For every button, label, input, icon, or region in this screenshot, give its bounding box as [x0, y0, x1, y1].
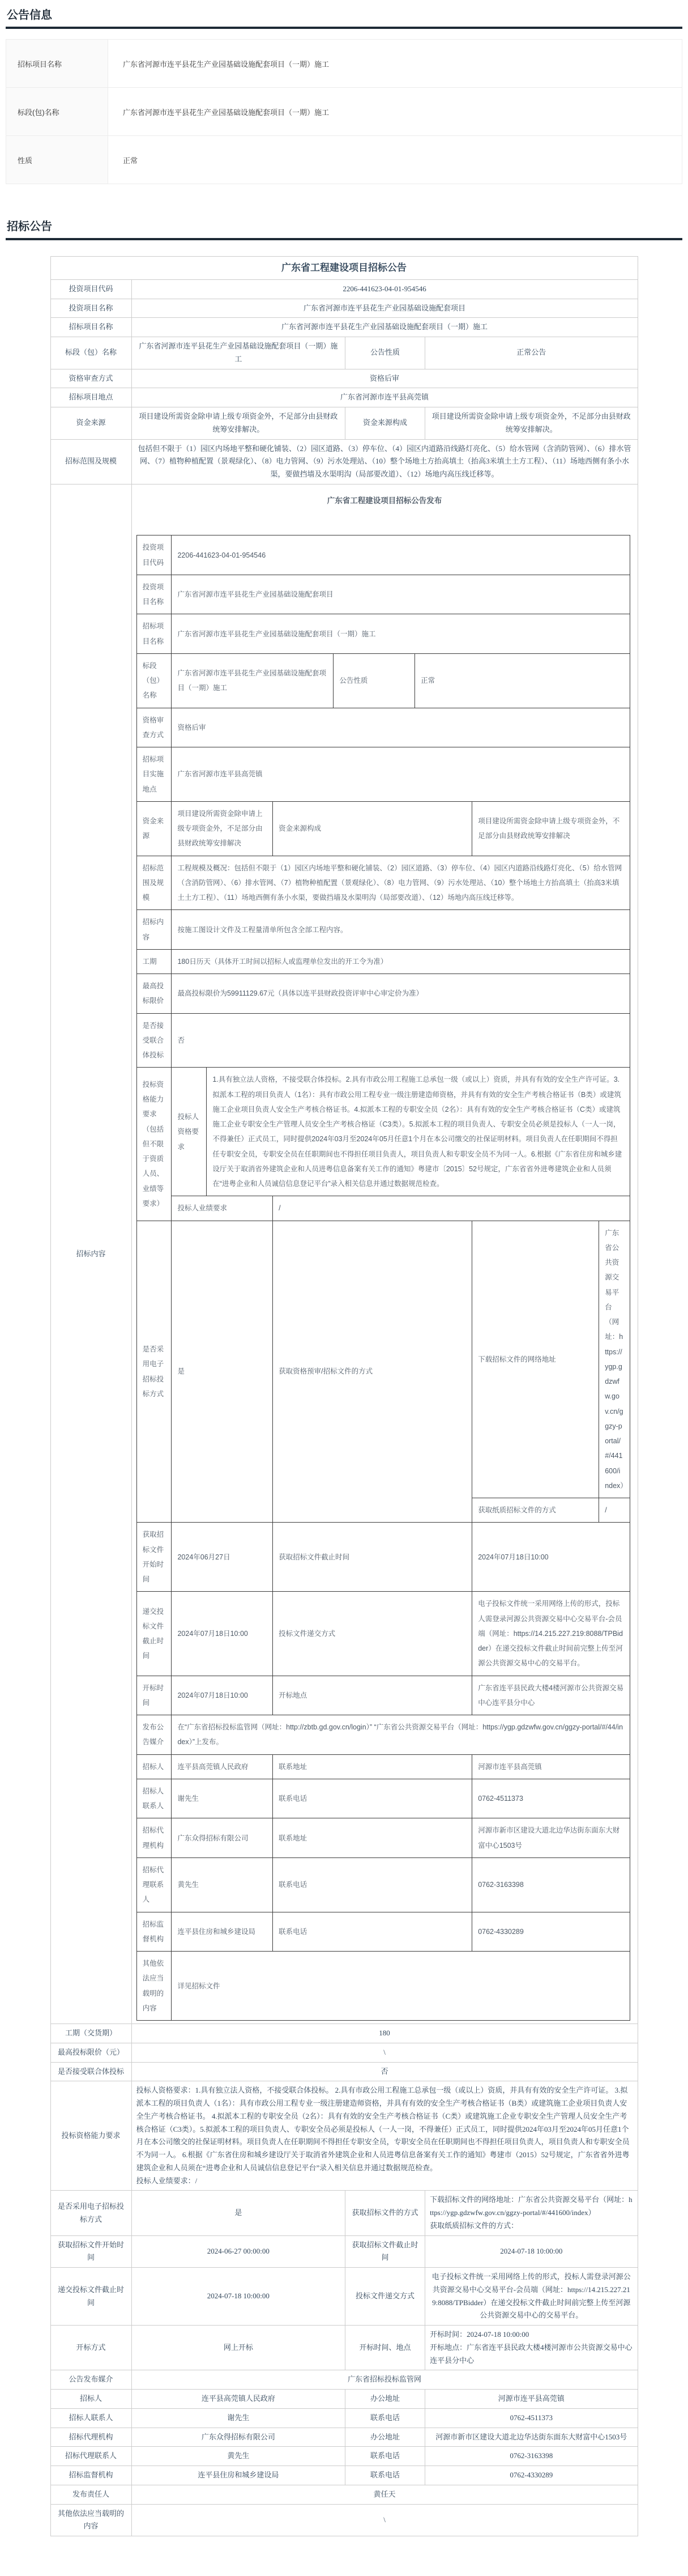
row-value: 2024年07月18日10:00: [172, 1592, 273, 1676]
row-value: 180日历天（具体开工时间以招标人或监理单位发出的开工令为准）: [172, 949, 630, 974]
row-value: /: [599, 1498, 630, 1523]
row-value: 2206-441623-04-01-954546: [172, 535, 630, 575]
row-label: 获取招标文件截止时间: [273, 1523, 472, 1592]
row-value: 电子投标文件统一采用网络上传的形式，投标人需登录河源公共资源交易中心交易平台-会员端（网址：https://14.215.227.219:8088/TPBidder）在递交投标文件截止时间前完整上传至河源公共资源交易中心的交易平台。: [425, 2268, 638, 2326]
row-value: 按施工图设计文件及工程量清单所包含全部工程内容。: [172, 910, 630, 950]
inner-row: [136, 949, 631, 974]
row-value-qualification-req: [131, 2081, 638, 2191]
table-row: [50, 2081, 638, 2191]
row-label: 递交投标文件截止时间: [136, 1592, 172, 1676]
row-value: 广东省河源市连平县花生产业园基础设施配套项目（一期）施工: [131, 337, 345, 369]
inner-row: [136, 1912, 631, 1952]
row-label: 招标项目地点: [50, 388, 131, 407]
row-label: 工期: [136, 949, 172, 974]
tender-notice-table: [50, 256, 638, 2536]
table-row: [50, 2191, 638, 2235]
row-value: 连平县住房和城乡建设局: [131, 2466, 345, 2485]
row-label: 招标监督机构: [50, 2466, 131, 2485]
row-value: 谢先生: [172, 1779, 273, 1818]
row-label: 投标资格能力要求: [50, 2081, 131, 2191]
row-label: 招标代理联系人: [50, 2447, 131, 2466]
info-value-section-name: 广东省河源市连平县花生产业园基础设施配套项目（一期）施工: [108, 88, 682, 136]
row-label: 联系电话: [345, 2447, 425, 2466]
table-row: [50, 2268, 638, 2326]
row-label: 投资项目名称: [50, 299, 131, 318]
table-row: [50, 2235, 638, 2268]
info-value-project-name: 广东省河源市连平县花生产业园基础设施配套项目（一期）施工: [108, 40, 682, 88]
table-row: [50, 2504, 638, 2536]
row-label: 联系电话: [273, 1857, 472, 1912]
table-row: [6, 136, 682, 184]
row-label: 资金来源构成: [273, 801, 472, 856]
row-sublabel: 下载招标文件的网络地址: [472, 1221, 599, 1498]
paper-doc-text: 获取纸质招标文件的方式：: [430, 2221, 519, 2230]
row-value: 河源市连平县高莞镇: [472, 1754, 630, 1779]
row-label: 投标资格能力要求（包括但不限于资质人员、业绩等要求）: [136, 1068, 172, 1221]
row-label: 招标代理机构: [50, 2428, 131, 2447]
table-row: [6, 88, 682, 136]
row-label: 招标项目实施地点: [136, 747, 172, 802]
inner-row: [136, 1676, 631, 1716]
inner-row: [136, 614, 631, 654]
row-label: 是否接受联合体投标: [50, 2062, 131, 2081]
info-value-nature: 正常: [108, 136, 682, 184]
inner-row: [136, 1591, 631, 1676]
row-value: 在“广东省招标投标监管网（网址：http://zbtb.gd.gov.cn/login）” “广东省公共资源交易平台（网址：https://ygp.gdzwfw.gov.cn/ggzy-portal/#/44/index）”上发布。: [172, 1715, 630, 1755]
row-label: 开标方式: [50, 2326, 131, 2370]
row-label: 获取招标文件开始时间: [50, 2235, 131, 2268]
row-label: 资金来源: [50, 407, 131, 440]
row-value: 连平县高莞镇人民政府: [172, 1754, 273, 1779]
row-value: 资格后审: [172, 708, 630, 747]
row-value: 河源市新市区建设大道北边华达街东面东大财富中心1503号: [472, 1818, 630, 1858]
row-value: 正常公告: [425, 337, 638, 369]
inner-row: [136, 801, 631, 856]
inner-notice-heading: 广东省工程建设项目招标公告发布: [327, 496, 442, 505]
row-label: 招标监督机构: [136, 1912, 172, 1952]
opening-place-text: 开标地点：广东省连平县民政大楼4楼河源市公共资源交易中心连平县分中心: [430, 2343, 633, 2365]
row-value: 180: [131, 2024, 638, 2043]
row-label: 资格审查方式: [50, 369, 131, 388]
row-label: 办公地址: [345, 2428, 425, 2447]
row-label: 办公地址: [345, 2390, 425, 2409]
row-label: 开标时间: [136, 1676, 172, 1715]
table-row: [50, 2408, 638, 2428]
tender-content-cell: [131, 484, 638, 2024]
row-value: 0762-4511373: [425, 2408, 638, 2428]
row-value-doc-obtain: [425, 2191, 638, 2235]
table-row: [50, 2428, 638, 2447]
row-value: 河源市连平县高莞镇: [425, 2390, 638, 2409]
row-label: 是否接受联合体投标: [136, 1013, 172, 1068]
row-value: 广东省招标投标监管网: [131, 2370, 638, 2390]
row-label: 招标人: [50, 2390, 131, 2409]
row-value: 黄任天: [131, 2485, 638, 2504]
inner-row: [136, 974, 631, 1014]
table-row: [6, 40, 682, 88]
row-value: 2024年07月18日10:00: [172, 1676, 273, 1715]
row-label: 发布公告媒介: [136, 1715, 172, 1755]
inner-row: [136, 1715, 631, 1755]
row-sublabel: 投标人业绩要求: [172, 1196, 273, 1221]
row-sublabel: 投标人资格要求: [172, 1068, 207, 1196]
row-label: 获取招标文件开始时间: [136, 1523, 172, 1592]
row-label: 投标文件递交方式: [273, 1592, 472, 1676]
row-value: 包括但不限于（1）园区内场地平整和硬化铺装、（2）园区道路、（3）停车位、（4）园区内道路沿线路灯亮化、（5）给水管网（含消防管网）、（6）排水管网、（7）植物种植配置（景观绿化）、（8）电力管网、（9）污水处理站、（10）整个场地土方抬高填土（抬高3米填土土方工程）、（11）场地西侧有条小水渠，要做挡墙及水渠明沟（局部要改道）、（12）场地内高压线迁移等。: [131, 439, 638, 484]
row-value: 广东省河源市连平县花生产业园基础设施配套项目: [131, 299, 638, 318]
row-label: 资金来源构成: [345, 407, 425, 440]
row-value: 广东众得招标有限公司: [172, 1818, 273, 1858]
row-label: 招标项目名称: [50, 318, 131, 337]
row-label: 标段（包）名称: [50, 337, 131, 369]
row-value: 广东省河源市连平县花生产业园基础设施配套项目（一期）施工: [172, 653, 334, 708]
row-value: 1.具有独立法人资格，不接受联合体投标。2.具有市政公用工程施工总承包一级（或以上）资质，并具有有效的安全生产许可证。3.拟派本工程的项目负责人（1名）：具有市政公用工程专业一级注册建造师资格，并具有有效的安全生产考核合格证书（B类）或建筑施工企业项目负责人安全生产考核合格证书。4.拟派本工程的专职安全员（2名）：具有有效的安全生产考核合格证书（C类）或建筑施工企业专职安全生产管理人员安全生产考核合格证（C3类）。5.拟派本工程的项目负责人、专职安全员必须是投标人（一人一岗，不得兼任）正式员工，同时提供2024年03月至2024年05月任意1个月在本公司缴交的社保证明材料。项目负责人在任职期间不得担任专职安全员，专职安全员在任职期间也不得担任项目负责人，项目负责人和专职安全员不为同一人。6.根据《广东省住房和城乡建设厅关于取消省外建筑企业和人员进粤信息备案有关工作的通知》粤建市〔2015〕52号规定，广东省省外进粤建筑企业和人员须在“进粤企业和人员诚信信息登记平台”录入相关信息并通过数据规范检查。: [207, 1068, 630, 1196]
row-value: 否: [172, 1013, 630, 1068]
inner-row: [136, 653, 631, 708]
row-value: 2024年06月27日: [172, 1523, 273, 1592]
row-value: 0762-3163398: [472, 1857, 630, 1912]
download-address-text: 下载招标文件的网络地址：广东省公共资源交易平台（网址：https://ygp.gdzwfw.gov.cn/ggzy-portal/#/441600/index）: [430, 2195, 633, 2217]
row-value: 2024-07-18 10:00:00: [425, 2235, 638, 2268]
table-row: [50, 2370, 638, 2390]
table-row: [50, 2326, 638, 2370]
row-label: 联系地址: [273, 1754, 472, 1779]
row-value: 2024年07月18日10:00: [472, 1523, 630, 1592]
row-value: 黄先生: [172, 1857, 273, 1912]
inner-row: [136, 575, 631, 615]
row-value: 项目建设所需资金除申请上级专项资金外，不足部分由县财政统筹安排解决: [172, 801, 273, 856]
row-value: 项目建设所需资金除申请上级专项资金外，不足部分由县财政统筹安排解决。: [425, 407, 638, 440]
row-value: 广东省河源市连平县高莞镇: [172, 747, 630, 802]
row-label: 投资项目代码: [136, 535, 172, 575]
row-label: 发布责任人: [50, 2485, 131, 2504]
inner-notice-table: [136, 535, 631, 2021]
tender-notice-heading: 招标公告: [6, 211, 682, 240]
row-value: 河源市新市区建设大道北边华达街东面东大财富中心1503号: [425, 2428, 638, 2447]
inner-row: [136, 1779, 631, 1819]
table-row: [50, 2447, 638, 2466]
row-label: 招标人: [136, 1754, 172, 1779]
inner-row: [136, 747, 631, 802]
opening-time-text: 开标时间：2024-07-18 10:00:00: [430, 2330, 529, 2339]
table-row: [50, 318, 638, 337]
row-label-tender-content: 招标内容: [50, 484, 131, 2024]
row-value: 工程规模及概况：包括但不限于（1）园区内场地平整和硬化铺装、（2）园区道路、（3）停车位、（4）园区内道路沿线路灯亮化、（5）给水管网（含消防管网）、（6）排水管网、（7）植物种植配置（景观绿化）、（8）电力管网、（9）污水处理站、（10）整个场地土方抬高填土（抬高3米填土土方工程）、（11）场地西侧有条小水渠，要做挡墙及水渠明沟（局部要改道）、（12）场地内高压线迁移等。: [172, 856, 630, 910]
row-value: 否: [131, 2062, 638, 2081]
row-label: 招标项目名称: [136, 614, 172, 654]
row-label: 资格审查方式: [136, 708, 172, 747]
row-value: 资格后审: [131, 369, 638, 388]
row-label: 招标代理联系人: [136, 1857, 172, 1912]
qualification-req-text: 投标人资格要求：1.具有独立法人资格，不接受联合体投标。 2.具有市政公用工程施工总承包一级（或以上）资质，并具有有效的安全生产许可证。 3.拟派本工程的项目负责人（1名）：具有市政公用工程专业一级注册建造师资格，并具有有效的安全生产考核合格证书（B类）或建筑施工企业项目负责人安全生产考核合格证书。 4.拟派本工程的专职安全员（2名）：具有有效的安全生产考核合格证书（C类）或建筑施工企业专职安全生产管理人员安全生产考核合格证（C3类）。5.拟派本工程的项目负责人、专职安全员必须是投标人（一人一岗，不得兼任）正式员工，同时提供2024年03月至2024年05月任意1个月在本公司缴交的社保证明材料。项目负责人在任职期间不得担任专职安全员，专职安全员在任职期间也不得担任项目负责人，项目负责人和专职安全员不为同一人。 6.根据《广东省住房和城乡建设厅关于取消省外建筑企业和人员进粤信息备案有关工作的通知》粤建市（2015）52号规定，广东省省外进粤建筑企业和人员须在“进粤企业和人员诚信信息登记平台”录入相关信息并通过数据规范检查。: [136, 2086, 630, 2172]
row-label: 公告性质: [345, 337, 425, 369]
inner-row: [136, 1522, 631, 1592]
table-row: [50, 388, 638, 407]
row-value: 广东省连平县民政大楼4楼河源市公共资源交易中心连平县分中心: [472, 1676, 630, 1715]
row-value: 是: [131, 2191, 345, 2235]
inner-row: [136, 1013, 631, 1068]
inner-row-e-bidding: [136, 1221, 631, 1523]
row-label: 其他依法应当载明的内容: [50, 2504, 131, 2536]
row-value: 正常: [415, 653, 630, 708]
row-value: 2206-441623-04-01-954546: [131, 279, 638, 299]
row-value: 连平县住房和城乡建设局: [172, 1912, 273, 1952]
row-label: 联系电话: [345, 2466, 425, 2485]
table-row: [50, 369, 638, 388]
row-value: 0762-3163398: [425, 2447, 638, 2466]
table-row: [50, 2062, 638, 2081]
row-value: 最高投标限价为59911129.67元（具体以连平县财政投资评审中心审定价为准）: [172, 974, 630, 1014]
inner-row: [136, 909, 631, 950]
row-label: 投标文件递交方式: [345, 2268, 425, 2326]
row-value: 网上开标: [131, 2326, 345, 2370]
table-row: [50, 257, 638, 280]
table-row: [50, 2466, 638, 2485]
row-value: 2024-06-27 00:00:00: [131, 2235, 345, 2268]
row-value: 项目建设所需资金除申请上级专项资金外，不足部分由县财政统筹安排解决。: [131, 407, 345, 440]
row-label: 招标代理机构: [136, 1818, 172, 1858]
row-label: 最高投标限价: [136, 974, 172, 1014]
row-label: 招标人联系人: [50, 2408, 131, 2428]
row-label: 标段（包）名称: [136, 653, 172, 708]
info-label-project-name: 招标项目名称: [6, 40, 108, 88]
row-value: 广东省公共资源交易平台（网址：https://ygp.gdzwfw.gov.cn/ggzy-portal/#/441600/index）: [599, 1221, 630, 1498]
inner-row: [136, 856, 631, 911]
row-label: 公告性质: [334, 653, 415, 708]
row-label: 是否采用电子招标投标方式: [136, 1221, 172, 1523]
row-label: 获取招标文件截止时间: [345, 2235, 425, 2268]
row-label: 公告发布媒介: [50, 2370, 131, 2390]
row-label: 招标内容: [136, 910, 172, 950]
row-value: 广东省河源市连平县花生产业园基础设施配套项目（一期）施工: [131, 318, 638, 337]
row-value: 0762-4330289: [425, 2466, 638, 2485]
table-row: [50, 2485, 638, 2504]
row-label: 开标时间、地点: [345, 2326, 425, 2370]
announcement-info-heading: 公告信息: [6, 0, 682, 29]
row-value: 广东省河源市连平县高莞镇: [131, 388, 638, 407]
row-value: /: [273, 1196, 630, 1221]
row-label: 联系电话: [273, 1912, 472, 1952]
inner-row-qualification-req: [136, 1067, 631, 1221]
row-label: 获取资格预审/招标文件的方式: [273, 1221, 472, 1523]
info-label-nature: 性质: [6, 136, 108, 184]
table-row: [50, 484, 638, 2024]
row-label: 联系电话: [273, 1779, 472, 1818]
row-value: 电子投标文件统一采用网络上传的形式，投标人需登录河源公共资源交易中心交易平台-会员端（网址：https://14.215.227.219:8088/TPBidder）在递交投标文件截止时间前完整上传至河源公共资源交易中心的交易平台。: [472, 1592, 630, 1676]
inner-row: [136, 1951, 631, 2021]
row-label: 联系地址: [273, 1818, 472, 1858]
row-value: 广东众得招标有限公司: [131, 2428, 345, 2447]
table-row: [50, 2024, 638, 2043]
row-value: 0762-4330289: [472, 1912, 630, 1952]
row-label: 招标范围及规模: [50, 439, 131, 484]
table-row: [50, 337, 638, 369]
inner-row: [136, 1754, 631, 1779]
row-value: 广东省河源市连平县花生产业园基础设施配套项目（一期）施工: [172, 614, 630, 654]
row-value-opening: [425, 2326, 638, 2370]
announcement-info-table: [6, 39, 682, 184]
row-label: 是否采用电子招标投标方式: [50, 2191, 131, 2235]
info-label-section-name: 标段(包)名称: [6, 88, 108, 136]
row-label: 招标人联系人: [136, 1779, 172, 1818]
table-row: [50, 407, 638, 440]
row-value: \: [131, 2043, 638, 2062]
row-label: 资金来源: [136, 801, 172, 856]
performance-req-text: 投标人业绩要求：/: [136, 2176, 198, 2185]
row-label: 获取招标文件的方式: [345, 2191, 425, 2235]
row-value: 0762-4511373: [472, 1779, 630, 1818]
row-sublabel: 获取纸质招标文件的方式: [472, 1498, 599, 1523]
inner-row: [136, 1857, 631, 1912]
row-value: 是: [172, 1221, 273, 1523]
table-row: [50, 439, 638, 484]
row-value: 2024-07-18 10:00:00: [131, 2268, 345, 2326]
row-label: 招标范围及规模: [136, 856, 172, 910]
row-value: \: [131, 2504, 638, 2536]
notice-title: 广东省工程建设项目招标公告: [50, 257, 638, 280]
table-row: [50, 279, 638, 299]
row-label: 投资项目代码: [50, 279, 131, 299]
row-label: 递交投标文件截止时间: [50, 2268, 131, 2326]
row-value: 广东省河源市连平县花生产业园基础设施配套项目: [172, 575, 630, 614]
row-value: 黄先生: [131, 2447, 345, 2466]
inner-row: [136, 535, 631, 575]
row-label: 其他依法应当载明的内容: [136, 1952, 172, 2021]
inner-row: [136, 708, 631, 748]
row-value: 谢先生: [131, 2408, 345, 2428]
row-label: 投资项目名称: [136, 575, 172, 614]
row-value: 项目建设所需资金除申请上级专项资金外，不足部分由县财政统筹安排解决: [472, 801, 630, 856]
row-label: 联系电话: [345, 2408, 425, 2428]
row-label: 开标地点: [273, 1676, 472, 1715]
row-label: 最高投标限价（元）: [50, 2043, 131, 2062]
table-row: [50, 2390, 638, 2409]
table-row: [50, 299, 638, 318]
inner-row: [136, 1818, 631, 1858]
row-value: 连平县高莞镇人民政府: [131, 2390, 345, 2409]
row-label: 工期（交货期）: [50, 2024, 131, 2043]
table-row: [50, 2043, 638, 2062]
row-value: 详见招标文件: [172, 1952, 630, 2021]
